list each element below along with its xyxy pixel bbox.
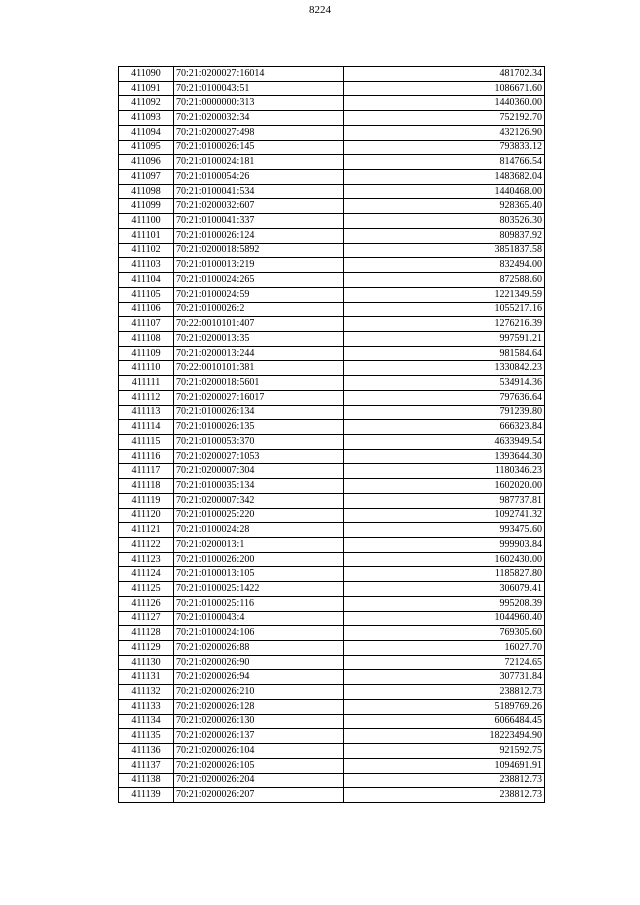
table-row xyxy=(119,405,545,420)
value-cell: 921592.75 xyxy=(344,744,545,759)
value-cell: 534914.36 xyxy=(344,376,545,391)
table-row xyxy=(119,508,545,523)
value-cell: 993475.60 xyxy=(344,523,545,538)
row-id-cell: 411111 xyxy=(119,376,174,391)
table-row xyxy=(119,788,545,803)
table-row xyxy=(119,199,545,214)
row-id-cell: 411108 xyxy=(119,331,174,346)
row-id-cell: 411094 xyxy=(119,125,174,140)
cadastral-number-cell: 70:21:0200026:90 xyxy=(174,655,344,670)
cadastral-number-cell: 70:21:0200013:35 xyxy=(174,331,344,346)
cadastral-number-cell: 70:21:0200013:1 xyxy=(174,538,344,553)
cadastral-number-cell: 70:21:0100041:534 xyxy=(174,184,344,199)
value-cell: 16027.70 xyxy=(344,641,545,656)
cadastral-number-cell: 70:21:0100035:134 xyxy=(174,479,344,494)
row-id-cell: 411136 xyxy=(119,744,174,759)
value-cell: 769305.60 xyxy=(344,626,545,641)
cadastral-number-cell: 70:22:0010101:381 xyxy=(174,361,344,376)
cadastral-number-cell: 70:21:0200027:498 xyxy=(174,125,344,140)
table-row xyxy=(119,420,545,435)
table-row xyxy=(119,81,545,96)
value-cell: 238812.73 xyxy=(344,773,545,788)
value-cell: 1180346.23 xyxy=(344,464,545,479)
table-row xyxy=(119,111,545,126)
table-row xyxy=(119,67,545,82)
cadastral-number-cell: 70:22:0010101:407 xyxy=(174,317,344,332)
cadastral-number-cell: 70:21:0200027:16017 xyxy=(174,390,344,405)
value-cell: 72124.65 xyxy=(344,655,545,670)
row-id-cell: 411102 xyxy=(119,243,174,258)
row-id-cell: 411119 xyxy=(119,493,174,508)
row-id-cell: 411118 xyxy=(119,479,174,494)
table-row xyxy=(119,611,545,626)
row-id-cell: 411095 xyxy=(119,140,174,155)
row-id-cell: 411137 xyxy=(119,758,174,773)
row-id-cell: 411104 xyxy=(119,273,174,288)
value-cell: 3851837.58 xyxy=(344,243,545,258)
cadastral-number-cell: 70:21:0200018:5892 xyxy=(174,243,344,258)
cadastral-number-cell: 70:21:0200026:105 xyxy=(174,758,344,773)
value-cell: 791239.80 xyxy=(344,405,545,420)
row-id-cell: 411126 xyxy=(119,596,174,611)
value-cell: 872588.60 xyxy=(344,273,545,288)
row-id-cell: 411109 xyxy=(119,346,174,361)
value-cell: 6066484.45 xyxy=(344,714,545,729)
value-cell: 1055217.16 xyxy=(344,302,545,317)
value-cell: 5189769.26 xyxy=(344,699,545,714)
value-cell: 987737.81 xyxy=(344,493,545,508)
cadastral-number-cell: 70:21:0100043:4 xyxy=(174,611,344,626)
row-id-cell: 411100 xyxy=(119,214,174,229)
row-id-cell: 411097 xyxy=(119,170,174,185)
table-row xyxy=(119,464,545,479)
value-cell: 1044960.40 xyxy=(344,611,545,626)
cadastral-number-cell: 70:21:0100024:59 xyxy=(174,287,344,302)
table-row xyxy=(119,184,545,199)
row-id-cell: 411117 xyxy=(119,464,174,479)
row-id-cell: 411123 xyxy=(119,552,174,567)
value-cell: 307731.84 xyxy=(344,670,545,685)
row-id-cell: 411092 xyxy=(119,96,174,111)
row-id-cell: 411133 xyxy=(119,699,174,714)
value-cell: 1094691.91 xyxy=(344,758,545,773)
row-id-cell: 411096 xyxy=(119,155,174,170)
cadastral-number-cell: 70:21:0200026:210 xyxy=(174,685,344,700)
table-row xyxy=(119,140,545,155)
table-row xyxy=(119,552,545,567)
row-id-cell: 411120 xyxy=(119,508,174,523)
table-row xyxy=(119,523,545,538)
table-row xyxy=(119,361,545,376)
cadastral-number-cell: 70:21:0100026:134 xyxy=(174,405,344,420)
value-cell: 306079.41 xyxy=(344,582,545,597)
table-row xyxy=(119,493,545,508)
cadastral-number-cell: 70:21:0200026:94 xyxy=(174,670,344,685)
table-row xyxy=(119,744,545,759)
cadastral-number-cell: 70:21:0200032:607 xyxy=(174,199,344,214)
row-id-cell: 411115 xyxy=(119,434,174,449)
row-id-cell: 411130 xyxy=(119,655,174,670)
cadastral-number-cell: 70:21:0100013:219 xyxy=(174,258,344,273)
row-id-cell: 411110 xyxy=(119,361,174,376)
cadastral-number-cell: 70:21:0100025:116 xyxy=(174,596,344,611)
cadastral-number-cell: 70:21:0100041:337 xyxy=(174,214,344,229)
cadastral-number-cell: 70:21:0200007:342 xyxy=(174,493,344,508)
cadastral-number-cell: 70:21:0200013:244 xyxy=(174,346,344,361)
cadastral-number-cell: 70:21:0200018:5601 xyxy=(174,376,344,391)
table-row xyxy=(119,685,545,700)
row-id-cell: 411107 xyxy=(119,317,174,332)
value-cell: 1602020.00 xyxy=(344,479,545,494)
row-id-cell: 411113 xyxy=(119,405,174,420)
table-row xyxy=(119,758,545,773)
table-row xyxy=(119,670,545,685)
table-row xyxy=(119,258,545,273)
value-cell: 481702.34 xyxy=(344,67,545,82)
table-row xyxy=(119,655,545,670)
table-row xyxy=(119,243,545,258)
table-row xyxy=(119,317,545,332)
table-row xyxy=(119,714,545,729)
row-id-cell: 411098 xyxy=(119,184,174,199)
value-cell: 995208.39 xyxy=(344,596,545,611)
row-id-cell: 411114 xyxy=(119,420,174,435)
value-cell: 999903.84 xyxy=(344,538,545,553)
value-cell: 18223494.90 xyxy=(344,729,545,744)
value-cell: 1440468.00 xyxy=(344,184,545,199)
cadastral-number-cell: 70:21:0200007:304 xyxy=(174,464,344,479)
table-row xyxy=(119,155,545,170)
table-row xyxy=(119,170,545,185)
row-id-cell: 411135 xyxy=(119,729,174,744)
value-cell: 1086671.60 xyxy=(344,81,545,96)
table-row xyxy=(119,582,545,597)
table-row xyxy=(119,449,545,464)
row-id-cell: 411122 xyxy=(119,538,174,553)
row-id-cell: 411106 xyxy=(119,302,174,317)
value-cell: 752192.70 xyxy=(344,111,545,126)
row-id-cell: 411121 xyxy=(119,523,174,538)
value-cell: 1092741.32 xyxy=(344,508,545,523)
cadastral-number-cell: 70:21:0200026:130 xyxy=(174,714,344,729)
cadastral-number-cell: 70:21:0200026:137 xyxy=(174,729,344,744)
table-row xyxy=(119,434,545,449)
value-cell: 238812.73 xyxy=(344,788,545,803)
row-id-cell: 411116 xyxy=(119,449,174,464)
row-id-cell: 411124 xyxy=(119,567,174,582)
cadastral-number-cell: 70:21:0100026:135 xyxy=(174,420,344,435)
table-row xyxy=(119,96,545,111)
value-cell: 1483682.04 xyxy=(344,170,545,185)
cadastral-number-cell: 70:21:0100013:105 xyxy=(174,567,344,582)
page-number: 8224 xyxy=(309,4,331,16)
cadastral-number-cell: 70:21:0200026:207 xyxy=(174,788,344,803)
cadastral-number-cell: 70:21:0200026:88 xyxy=(174,641,344,656)
row-id-cell: 411132 xyxy=(119,685,174,700)
value-cell: 1185827.80 xyxy=(344,567,545,582)
row-id-cell: 411091 xyxy=(119,81,174,96)
cadastral-number-cell: 70:21:0100024:106 xyxy=(174,626,344,641)
table-row xyxy=(119,376,545,391)
row-id-cell: 411127 xyxy=(119,611,174,626)
cadastral-number-cell: 70:21:0100025:1422 xyxy=(174,582,344,597)
cadastral-number-cell: 70:21:0200026:204 xyxy=(174,773,344,788)
table-row xyxy=(119,228,545,243)
value-cell: 814766.54 xyxy=(344,155,545,170)
table-row xyxy=(119,273,545,288)
table-row xyxy=(119,773,545,788)
value-cell: 793833.12 xyxy=(344,140,545,155)
cadastral-number-cell: 70:21:0100025:220 xyxy=(174,508,344,523)
row-id-cell: 411139 xyxy=(119,788,174,803)
data-table xyxy=(118,66,545,803)
cadastral-number-cell: 70:21:0100026:200 xyxy=(174,552,344,567)
value-cell: 1602430.00 xyxy=(344,552,545,567)
value-cell: 832494.00 xyxy=(344,258,545,273)
value-cell: 432126.90 xyxy=(344,125,545,140)
cadastral-number-cell: 70:21:0100054:26 xyxy=(174,170,344,185)
table-row xyxy=(119,331,545,346)
table-row xyxy=(119,214,545,229)
value-cell: 238812.73 xyxy=(344,685,545,700)
cadastral-number-cell: 70:21:0100026:145 xyxy=(174,140,344,155)
table-row xyxy=(119,729,545,744)
cadastral-number-cell: 70:21:0200027:1053 xyxy=(174,449,344,464)
value-cell: 809837.92 xyxy=(344,228,545,243)
row-id-cell: 411128 xyxy=(119,626,174,641)
table-row xyxy=(119,390,545,405)
row-id-cell: 411112 xyxy=(119,390,174,405)
cadastral-number-cell: 70:21:0200026:128 xyxy=(174,699,344,714)
row-id-cell: 411090 xyxy=(119,67,174,82)
value-cell: 997591.21 xyxy=(344,331,545,346)
cadastral-number-cell: 70:21:0000000:313 xyxy=(174,96,344,111)
row-id-cell: 411103 xyxy=(119,258,174,273)
cadastral-number-cell: 70:21:0100026:2 xyxy=(174,302,344,317)
row-id-cell: 411099 xyxy=(119,199,174,214)
table-row xyxy=(119,479,545,494)
table-row xyxy=(119,596,545,611)
cadastral-number-cell: 70:21:0200032:34 xyxy=(174,111,344,126)
table-row xyxy=(119,346,545,361)
cadastral-number-cell: 70:21:0100024:28 xyxy=(174,523,344,538)
value-cell: 1440360.00 xyxy=(344,96,545,111)
cadastral-number-cell: 70:21:0100053:370 xyxy=(174,434,344,449)
cadastral-number-cell: 70:21:0200026:104 xyxy=(174,744,344,759)
value-cell: 1276216.39 xyxy=(344,317,545,332)
row-id-cell: 411138 xyxy=(119,773,174,788)
table-row xyxy=(119,538,545,553)
row-id-cell: 411134 xyxy=(119,714,174,729)
row-id-cell: 411093 xyxy=(119,111,174,126)
row-id-cell: 411131 xyxy=(119,670,174,685)
cadastral-number-cell: 70:21:0100043:51 xyxy=(174,81,344,96)
value-cell: 1393644.30 xyxy=(344,449,545,464)
value-cell: 1221349.59 xyxy=(344,287,545,302)
table-row xyxy=(119,699,545,714)
cadastral-number-cell: 70:21:0100026:124 xyxy=(174,228,344,243)
table-row xyxy=(119,567,545,582)
value-cell: 4633949.54 xyxy=(344,434,545,449)
value-cell: 803526.30 xyxy=(344,214,545,229)
row-id-cell: 411125 xyxy=(119,582,174,597)
cadastral-number-cell: 70:21:0100024:265 xyxy=(174,273,344,288)
row-id-cell: 411105 xyxy=(119,287,174,302)
cadastral-number-cell: 70:21:0100024:181 xyxy=(174,155,344,170)
value-cell: 981584.64 xyxy=(344,346,545,361)
table-row xyxy=(119,125,545,140)
table-row xyxy=(119,287,545,302)
table-row xyxy=(119,626,545,641)
table-body xyxy=(119,67,545,803)
value-cell: 666323.84 xyxy=(344,420,545,435)
value-cell: 797636.64 xyxy=(344,390,545,405)
table-row xyxy=(119,302,545,317)
value-cell: 928365.40 xyxy=(344,199,545,214)
cadastral-number-cell: 70:21:0200027:16014 xyxy=(174,67,344,82)
row-id-cell: 411129 xyxy=(119,641,174,656)
value-cell: 1330842.23 xyxy=(344,361,545,376)
table-row xyxy=(119,641,545,656)
row-id-cell: 411101 xyxy=(119,228,174,243)
